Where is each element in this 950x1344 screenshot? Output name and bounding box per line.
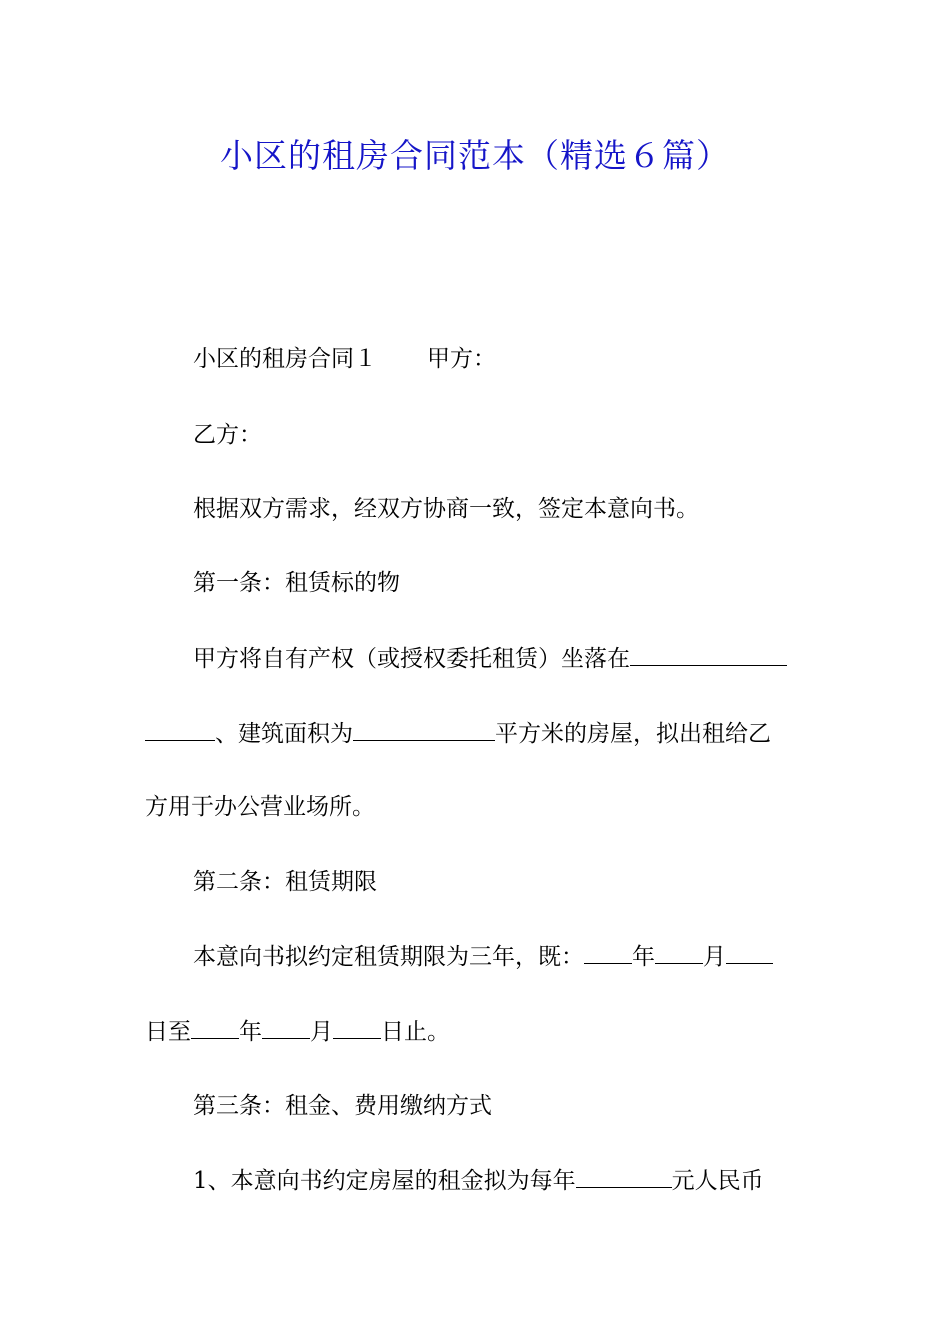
day-to-label: 日至: [145, 1019, 191, 1045]
location-blank: [630, 643, 787, 666]
term-text: 本意向书拟约定租赁期限为三年，既：: [193, 944, 584, 970]
area-blank: [353, 718, 495, 741]
currency-label: 元人民币: [671, 1168, 764, 1194]
end-year-blank: [191, 1016, 239, 1039]
article-1-line-2: [145, 718, 771, 749]
end-day-blank: [333, 1016, 381, 1039]
start-day-blank: [726, 941, 773, 964]
rent-amount-blank: [576, 1165, 672, 1188]
party-b-label: 乙方：: [193, 422, 262, 448]
document-title: 小区的租房合同范本（精选６篇）: [220, 136, 730, 175]
article-3-line-1: [193, 1165, 764, 1196]
start-year-blank: [584, 941, 632, 964]
party-a-label: 甲方：: [427, 346, 496, 372]
contract-heading: 小区的租房合同１: [193, 346, 377, 372]
area-unit-text: 平方米的房屋，拟出租给乙: [495, 721, 771, 747]
day-end-label: 日止。: [381, 1019, 450, 1045]
year-label: 年: [239, 1019, 262, 1045]
article-2-heading: 第二条：租赁期限: [193, 869, 377, 895]
article-1-text: 甲方将自有产权（或授权委托租赁）坐落在: [193, 646, 630, 672]
month-label: 月: [310, 1019, 333, 1045]
start-month-blank: [655, 941, 703, 964]
article-1-heading: 第一条：租赁标的物: [193, 570, 400, 596]
article-2-line-2: [145, 1016, 450, 1047]
rent-text: 1、本意向书约定房屋的租金拟为每年: [193, 1168, 576, 1194]
intro-paragraph: 根据双方需求，经双方协商一致，签定本意向书。: [193, 496, 699, 522]
location-blank-cont: [145, 718, 215, 741]
article-2-line-1: [193, 941, 773, 972]
article-1-line-3: 方用于办公营业场所。: [145, 794, 375, 820]
article-3-heading: 第三条：租金、费用缴纳方式: [193, 1093, 492, 1119]
heading-line: [193, 344, 496, 374]
article-1-line-1: [193, 643, 787, 674]
area-label: 、建筑面积为: [215, 721, 353, 747]
end-month-blank: [262, 1016, 310, 1039]
year-label: 年: [632, 944, 655, 970]
month-label: 月: [703, 944, 726, 970]
